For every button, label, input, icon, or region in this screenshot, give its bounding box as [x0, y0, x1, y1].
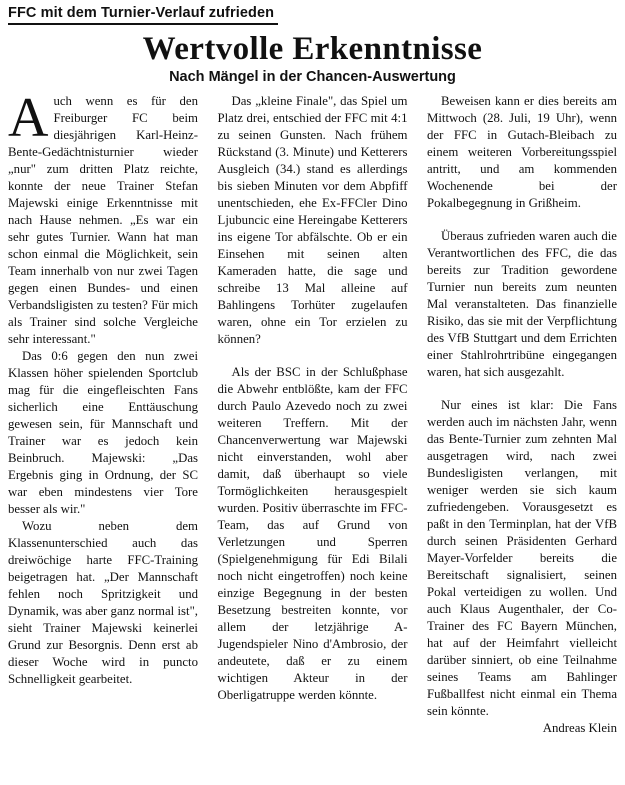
paragraph: Überaus zufrieden waren auch die Verantwortlichen des FFC, die das bereits zur Tradition gewordene Turnier nun bereits zum neunten Mal veranstalteten. Das finanzielle Risiko, das sie mit der Verpflichtung des VfB Stuttgart und dem Errichten einer Stahlrohrtribüne eingegangen waren, hat sich ausgezahlt. — [427, 229, 617, 379]
paragraph: Beweisen kann er dies bereits am Mittwoch (28. Juli, 19 Uhr), wenn der FFC in Gutach-Bleibach zu einem weiteren Vorbereitungsspiel antritt, und am kommenden Wochenende bei der Pokalbegegnung in Grißheim. — [427, 94, 617, 210]
column-3 — [427, 93, 617, 737]
paragraph: Auch wenn es für den Freiburger FC beim diesjährigen Karl-Heinz-Bente-Gedächtnisturnier wieder „nur" zum dritten Platz reichte, konnte der neue Trainer Stefan Majewski einige Erkenntnisse mit nach Hause nehmen. „Es war ein sehr gutes Turnier. Wann hat man schon einmal die Möglichkeit, sein Team innerhalb von nur zwei Tagen gegen einen Bundes- und einen Verbandsligisten zu testen? Für mich als Trainer sind solche Vergleiche sehr interessant." — [8, 87, 198, 346]
headline: Wertvolle Erkenntnisse — [142, 31, 483, 67]
column-2 — [218, 93, 408, 737]
column-1 — [8, 87, 198, 737]
paragraph: Als der BSC in der Schlußphase die Abwehr entblößte, kam der FFC durch Paulo Azevedo noch zu zwei weiteren Treffern. Mit der Chancenverwertung war Majewski nicht einverstanden, wohl aber damit, daß überhaupt so viele Tormöglichkeiten herausgespielt wurden. Positiv überraschte im FFC-Team, das auf Grund von Verletzungen und Sperren (Spielgenehmigung für Edi Bilali noch nicht eingetroffen) noch keine einzige Begegnung in der besten Besetzung bestreiten konnte, vor allem der letzjährige A-Jugendspieler Nino d'Ambrosio, der andeutete, daß er zu einem wichtigen Akteur in der Oberligatruppe werden könnte. — [217, 365, 408, 702]
subheadline: Nach Mängel in der Chancen-Auswertung — [169, 69, 456, 85]
drop-cap: A — [8, 87, 49, 149]
article-columns — [8, 87, 617, 737]
kicker-rule — [8, 4, 278, 25]
paragraph: Nur eines ist klar: Die Fans werden auch im nächsten Jahr, wenn das Bente-Turnier zum zehnten Mal ausgetragen wird, nach zwei Bundesligisten verlangen, mit weniger werden sie sich kaum zufriedengeben. Vorausgesetzt es paßt in den Terminplan, hat der VfB durch seinen Präsidenten Gerhard Mayer-Vorfelder bereits die Bereitschaft signalisiert, seinen Pokal verteidigen zu wollen. Und auch Klaus Augenthaler, der Co-Trainer des FC Bayern München, hat auf der Heimfahrt vielleicht darüber sinniert, ob eine Teilnahme seines Teams am Bahlinger Fußballfest nicht einmal ein Thema sein könnte. — [427, 398, 617, 718]
paragraph: Wozu neben dem Klassenunterschied auch das dreiwöchige harte FFC-Training beigetragen hat. „Der Mannschaft fehlen noch Spritzigkeit und Dynamik, was aber ganz normal ist", sieht Trainer Majewski keinerlei Grund zur Besorgnis. Denn erst ab dieser Woche wird in puncto Schnelligkeit gearbeitet. — [8, 519, 198, 686]
paragraph: Das 0:6 gegen den nun zwei Klassen höher spielenden Sportclub mag für die eingefleischten Fans sicherlich eine Enttäuschung gewesen sein, für Mannschaft und Trainer war es jedoch kein Beinbruch. Majewski: „Das Ergebnis ging in Ordnung, der SC war eben mindestens vier Tore besser als wir." — [8, 349, 198, 516]
paragraph: Das „kleine Finale", das Spiel um Platz drei, entschied der FFC mit 4:1 zu seinen Gunsten. Nach frühem Rückstand (3. Minute) und Ketterers Ausgleich (34.) stand es allerdings bis sieben Minuten vor dem Abpfiff unentschieden, ehe Ex-FFCler Dino Ljubuncic eine Hereingabe Ketterers ins eigene Tor abfälschte. Ob er ein Einsehen mit seinen alten Kameraden hatte, die sage und schreibe 13 Mal alleine auf Bahlingens Torhüter zugelaufen waren, ohne ein Tor erzielen zu können? — [217, 94, 408, 346]
author-byline: Andreas Klein — [542, 721, 617, 735]
kicker: FFC mit dem Turnier-Verlauf zufrieden — [8, 5, 275, 21]
